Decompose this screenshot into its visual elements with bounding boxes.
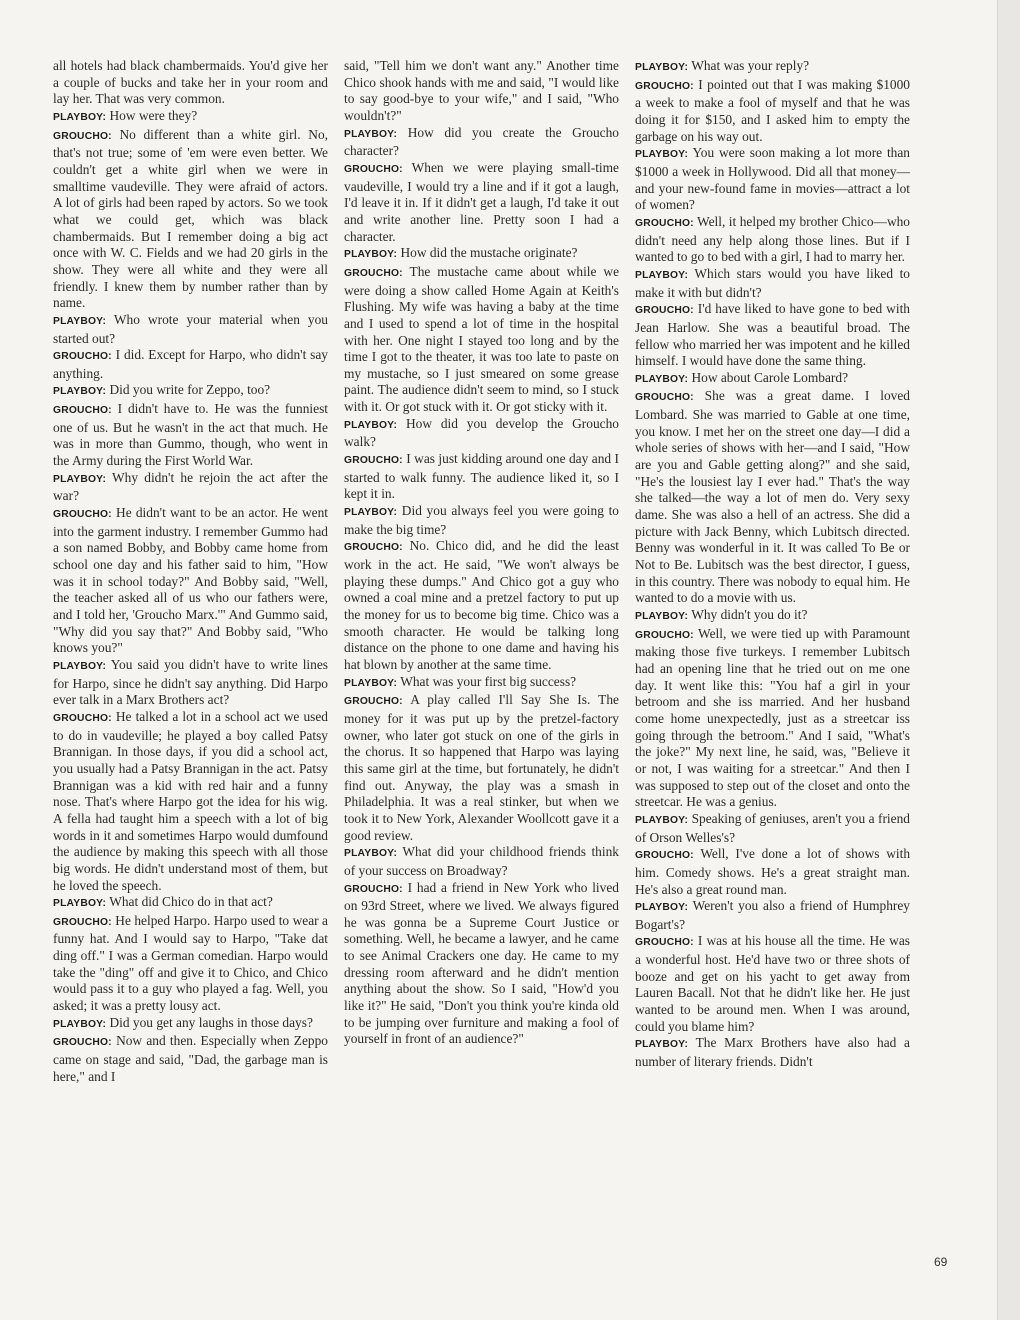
paragraph-text: Which stars would you have liked to make it with but didn't?	[635, 265, 910, 300]
paragraph-text: How did you develop the Groucho walk?	[344, 415, 619, 450]
speaker-label: PLAYBOY:	[635, 611, 689, 622]
speaker-label: PLAYBOY:	[344, 249, 398, 261]
page-edge	[997, 0, 1020, 1320]
paragraph-text: Well, we were tied up with Paramount making those five turkeys. I remember Lubitsch had an opening line that he tried out on me one day. It went like this: "You haf a girl in your betroom and she iss married. And her husband come home unexpectedly, just as a streetcar iss going through the betroom." And I said, "What's the joke?" My next line, he said, was, "Believe it or not, I was waiting for a streetcar." And then I was supposed to step out of the closet and onto the streetcar. He was a genius.	[635, 625, 910, 810]
speaker-label: PLAYBOY:	[344, 848, 398, 860]
speaker-label: PLAYBOY:	[635, 1039, 689, 1051]
text-column-2	[344, 58, 619, 1048]
text-column-1	[53, 58, 328, 1085]
paragraph-text: Did you always feel you were going to make the big time?	[344, 503, 619, 537]
interview-paragraph	[53, 894, 328, 913]
paragraph-text: What was your reply?	[691, 58, 810, 73]
interview-paragraph	[635, 626, 910, 811]
interview-paragraph	[344, 245, 619, 264]
paragraph-text: The Marx Brothers have also had a number of literary friends. Didn't	[635, 1035, 910, 1070]
interview-paragraph	[635, 607, 910, 626]
paragraph-text: How were they?	[109, 107, 198, 123]
paragraph-text: You said you didn't have to write lines for Harpo, since he didn't say anything. Did Harpo ever talk in a Marx Brothers act?	[53, 656, 328, 708]
speaker-label: GROUCHO:	[344, 455, 403, 467]
interview-paragraph	[344, 674, 619, 693]
interview-paragraph	[344, 880, 619, 1049]
speaker-label: PLAYBOY:	[53, 898, 107, 910]
interview-paragraph	[344, 844, 619, 879]
paragraph-text: Well, I've done a lot of shows with him. Comedy shows. He's a great straight man. He's also a great round man.	[635, 846, 911, 897]
interview-paragraph	[53, 505, 328, 657]
paragraph-text: When we were playing small-time vaudeville, I would try a line and if it got a laugh, I'd leave it in. If it didn't get a laugh, I'd take it out and write another line. Pretty soon I had a character.	[344, 159, 619, 244]
paragraph-text: I didn't have to. He was the funniest one of us. But he wasn't in the act that much. He was in more than Gummo, though, who went in the Army during the First World War.	[53, 401, 328, 469]
speaker-label: GROUCHO:	[344, 267, 403, 279]
interview-paragraph	[53, 312, 328, 347]
interview-paragraph	[53, 709, 328, 894]
paragraph-text: said, "Tell him we don't want any." Another time Chico shook hands with me and said, "I would like to say good-bye to your wife," and I said, "Who wouldn't?"	[344, 58, 619, 123]
speaker-label: PLAYBOY:	[344, 419, 398, 431]
speaker-label: GROUCHO:	[635, 937, 694, 949]
interview-paragraph	[53, 657, 328, 709]
interview-paragraph	[635, 1035, 910, 1070]
paragraph-text: He didn't want to be an actor. He went into the garment industry. I remember Gummo had a son named Bobby, and Bobby came home from school one day and his father said to him, "How was it in school today?" And Bobby said, "Well, the teacher asked all of us who our fathers were, and I told her, 'Groucho Marx.'" And Gummo said, "Why did you say that?" And Bobby said, "Who knows you?"	[53, 505, 328, 656]
paragraph-text: Speaking of geniuses, aren't you a friend of Orson Welles's?	[635, 810, 910, 845]
speaker-label: GROUCHO:	[53, 130, 112, 142]
speaker-label: GROUCHO:	[53, 351, 112, 363]
speaker-label: GROUCHO:	[53, 1037, 112, 1049]
paragraph-text: How about Carole Lombard?	[691, 369, 849, 385]
paragraph-text: No. Chico did, and he did the least work in the act. He said, "We won't always be playing these dumps." And Chico got a guy who owned a coal mine and a pretzel factory to put up the money for us to become big time. Chico was a smooth character. He would be talking long distance on the phone to one dame and having his hat blown by another at the same time.	[344, 538, 619, 672]
speaker-label: GROUCHO:	[344, 163, 403, 175]
paragraph-text: What did Chico do in that act?	[109, 894, 273, 910]
interview-paragraph	[53, 1015, 328, 1034]
interview-paragraph	[53, 127, 328, 312]
speaker-label: GROUCHO:	[53, 916, 112, 928]
paragraph-text: No different than a white girl. No, that's not true; some of 'em were even better. We couldn't get a white girl when we were in smalltime vaudeville. They were afraid of actors. A lot of girls had been raped by actors. So we took what we could get, which was black chambermaids. But I remember doing a big act once with W. C. Fields and we had 20 girls in the show. They were all white and they were all friendly. I knew them by number rather than by name.	[53, 126, 328, 311]
interview-paragraph	[344, 160, 619, 245]
paragraph-text: I was just kidding around one day and I started to walk funny. The audience liked it, so I kept it in.	[344, 451, 619, 502]
interview-paragraph	[53, 58, 328, 108]
paragraph-text: He talked a lot in a school act we used to do in vaudeville; he played a boy called Patsy Brannigan. In those days, if you did a school act, you usually had a Patsy Brannigan in the act. Patsy Brannigan was a kid with red hair and a funny nose. That's where Harpo got the idea for his wig. A fella had taught him a speech with a lot of big words in it and sometimes Harpo would dumfound the audience by making this speech with all those big words. He didn't understand most of them, but he loved the speech.	[53, 708, 328, 893]
speaker-label: PLAYBOY:	[344, 128, 398, 140]
speaker-label: GROUCHO:	[635, 629, 694, 641]
speaker-label: PLAYBOY:	[53, 315, 107, 327]
paragraph-text: What was your first big success?	[400, 673, 577, 689]
paragraph-text: How did the mustache originate?	[400, 245, 578, 261]
interview-paragraph	[635, 266, 910, 301]
paragraph-text: I'd have liked to have gone to bed with Jean Harlow. She was a beautiful broad. The fellow who married her was impotent and he killed himself. I would have done the same thing.	[635, 301, 910, 369]
interview-paragraph	[344, 264, 619, 416]
interview-paragraph	[635, 301, 910, 370]
speaker-label: PLAYBOY:	[635, 373, 689, 385]
interview-paragraph	[344, 416, 619, 451]
speaker-label: PLAYBOY:	[635, 149, 689, 161]
interview-paragraph	[344, 58, 619, 125]
speaker-label: PLAYBOY:	[53, 660, 107, 672]
interview-paragraph	[635, 898, 910, 933]
paragraph-text: Did you write for Zeppo, too?	[109, 382, 271, 398]
paragraph-text: I was at his house all the time. He was a wonderful host. He'd have two or three shots of booze and get on his yacht to get away from Lauren Bacall. Not that he didn't like her. He just wanted to be around men. When I was around, could you blame him?	[635, 933, 910, 1034]
speaker-label: GROUCHO:	[635, 217, 694, 229]
paragraph-text: You were soon making a lot more than $1000 a week in Hollywood. Did all that money—and your new-found fame in movies—attract a lot of women?	[635, 145, 910, 213]
paragraph-text: Well, it helped my brother Chico—who didn't need any help along those lines. But if I wanted to go to bed with a girl, I had to marry her.	[635, 213, 911, 265]
paragraph-text: all hotels had black chambermaids. You'd give her a couple of bucks and take her in your room and lay her. That was very common.	[53, 58, 328, 107]
speaker-label: GROUCHO:	[53, 509, 112, 521]
paragraph-text: What did your childhood friends think of your success on Broadway?	[344, 844, 619, 878]
paragraph-text: The mustache came about while we were doing a show called Home Again at Keith's Flushing. My wife was having a baby at the time and I used to spend a lot of time in the hospital with her. One night I stayed too long and by the time I got to the theater, it was too late to paste on my mustache, so I just smeared on some grease paint. The audience didn't seem to mind, so I stuck with it. Or got stuck with it. Or got sticky with it.	[344, 263, 620, 415]
speaker-label: GROUCHO:	[635, 392, 694, 404]
paragraph-text: I had a friend in New York who lived on 93rd Street, where we lived. We always figured he was gonna be a Supreme Court Justice or something. Well, he became a lawyer, and he came to see Animal Crackers one day. He came to my dressing room afterward and he didn't mention anything about the show. So I said, "How'd you like it?" He said, "Don't you think you're kinda old to be jumping over furniture and making a fool of yourself in front of an audience?"	[344, 879, 619, 1047]
interview-paragraph	[53, 382, 328, 401]
speaker-label: GROUCHO:	[53, 712, 112, 724]
speaker-label: PLAYBOY:	[53, 473, 107, 485]
paragraph-text: I pointed out that I was making $1000 a week to make a fool of myself and that he was doing it for $150, and I asked him to empty the garbage on his way out.	[635, 76, 910, 144]
paragraph-text: I did. Except for Harpo, who didn't say anything.	[53, 347, 328, 381]
interview-paragraph	[344, 451, 619, 503]
speaker-label: PLAYBOY:	[635, 814, 689, 826]
speaker-label: PLAYBOY:	[635, 62, 689, 73]
speaker-label: GROUCHO:	[53, 405, 112, 417]
text-column-3	[635, 58, 910, 1071]
paragraph-text: Weren't you also a friend of Humphrey Bogart's?	[635, 898, 910, 932]
speaker-label: GROUCHO:	[635, 80, 694, 92]
speaker-label: GROUCHO:	[344, 696, 403, 708]
interview-paragraph	[635, 77, 910, 146]
paragraph-text: He helped Harpo. Harpo used to wear a funny hat. And I would say to Harpo, "Take dat ding off." I was a German comedian. Harpo would take the "ding" off and give it to Chico, and Chico would pass it to a guy who played a fag. Well, you asked; it was a pretty lousy act.	[53, 912, 328, 1014]
interview-paragraph	[635, 933, 910, 1035]
paragraph-text: Who wrote your material when you started out?	[53, 311, 328, 346]
interview-paragraph	[344, 503, 619, 538]
interview-paragraph	[635, 214, 910, 266]
interview-paragraph	[53, 347, 328, 382]
interview-paragraph	[635, 58, 910, 77]
interview-paragraph	[635, 388, 910, 607]
interview-paragraph	[344, 125, 619, 160]
page-number: 69	[934, 1255, 948, 1269]
paragraph-text: A play called I'll Say She Is. The money for it was put up by the pretzel-factory owner, who later got stuck on one of the girls in the chorus. It so happened that Harpo was laying this same girl at the time, but fortunately, he didn't find out. Anyway, the play was a smash in Philadelphia. It was a real stinker, but when we took it to New York, Alexander Woollcott gave it a good review.	[344, 692, 619, 843]
paragraph-text: Did you get any laughs in those days?	[109, 1014, 313, 1030]
paragraph-text: How did you create the Groucho character?	[344, 124, 619, 159]
speaker-label: GROUCHO:	[635, 850, 694, 862]
speaker-label: GROUCHO:	[635, 305, 694, 317]
speaker-label: PLAYBOY:	[635, 902, 689, 914]
interview-paragraph	[53, 108, 328, 127]
paragraph-text: She was a great dame. I loved Lombard. She was married to Gable at one time, you know. I met her on the street one day—I did a whole series of shows with her—and I said, "How are you and Gable getting along?" and she said, "He's the lousiest lay I ever had." That's the way she talked—the way a lot of men do. Very sexy dame. She was also a hell of an actress. She did a picture with Jack Benny, which Lubitsch directed. Benny was wonderful in it. It was called To Be or Not to Be. Lubitsch was the best director, I guess, in this country. There was nobody to equal him. He wanted to do a movie with us.	[635, 388, 910, 606]
interview-paragraph	[344, 538, 619, 673]
interview-paragraph	[635, 370, 910, 389]
interview-paragraph	[635, 811, 910, 846]
speaker-label: PLAYBOY:	[344, 507, 398, 519]
interview-paragraph	[344, 692, 619, 844]
speaker-label: PLAYBOY:	[635, 269, 689, 281]
paragraph-text: Now and then. Especially when Zeppo came on stage and said, "Dad, the garbage man is here," and I	[53, 1033, 328, 1084]
speaker-label: PLAYBOY:	[53, 111, 107, 123]
paragraph-text: Why didn't he rejoin the act after the war?	[53, 469, 328, 504]
speaker-label: PLAYBOY:	[53, 386, 107, 398]
interview-paragraph	[635, 846, 910, 898]
interview-paragraph	[53, 913, 328, 1015]
interview-paragraph	[53, 470, 328, 505]
speaker-label: PLAYBOY:	[53, 1018, 107, 1030]
speaker-label: GROUCHO:	[344, 542, 403, 554]
interview-paragraph	[635, 145, 910, 214]
paragraph-text: Why didn't you do it?	[691, 607, 808, 622]
speaker-label: GROUCHO:	[344, 883, 403, 895]
interview-paragraph	[53, 401, 328, 470]
speaker-label: PLAYBOY:	[344, 677, 398, 689]
interview-paragraph	[53, 1033, 328, 1085]
